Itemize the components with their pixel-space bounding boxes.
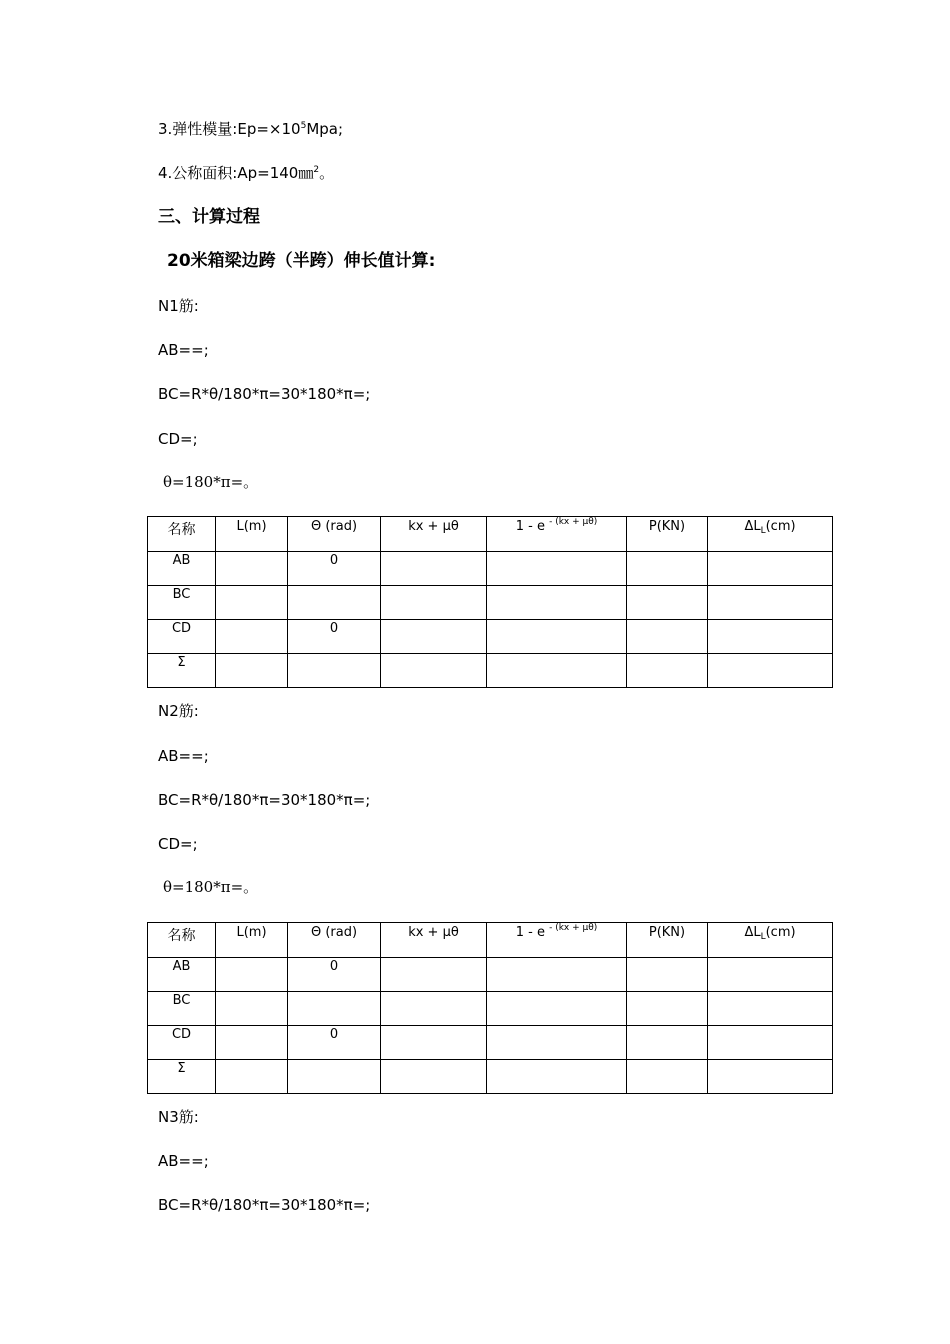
table-row: BC [148,586,833,620]
modulus-line: 3.弹性模量$:Ep=\times 10^5Mpa$; [158,120,344,138]
header-name: 名称 [148,923,216,958]
n3-title: N3筋: [158,1108,199,1126]
header-dl: $\Delta L_L(cm)$ [708,923,833,958]
header-theta: Θ (rad) [288,923,381,958]
n2-bc: BC=R*θ/180*π=30*180*π=; [158,791,371,809]
n1-cd: CD=; [158,430,198,448]
table-header-row [148,517,833,552]
table-header-row [148,923,833,958]
table-row: CD 0 [148,620,833,654]
area-line: 4.公称面积:Ap=140㎜$^2$。 [158,164,335,182]
n2-cd: CD=; [158,835,198,853]
n2-table [147,922,833,1094]
table-row: AB 0 [148,958,833,992]
table-row: Σ [148,1060,833,1094]
n1-title: N1筋: [158,297,199,315]
n3-ab: AB==; [158,1152,209,1170]
header-length: L(m) [216,517,288,552]
table-row: BC [148,992,833,1026]
n2-theta: θ=180*π=。 [163,878,259,896]
header-p: P(KN) [627,517,708,552]
table-row: CD 0 [148,1026,833,1060]
n2-title: N2筋: [158,702,199,720]
n1-ab: AB==; [158,341,209,359]
section-heading: 三、计算过程 [158,207,260,227]
header-dl: $\Delta L_L(cm)$ [708,517,833,552]
n1-table [147,516,833,688]
header-one-minus-e: 1 - e $^{- (kx + \mu\theta)}$ [487,517,627,552]
n1-bc: BC=R*θ/180*π=30*180*π=; [158,385,371,403]
header-length: L(m) [216,923,288,958]
header-kx: kx + μθ [381,923,487,958]
subsection-heading: 20米箱梁边跨（半跨）伸长值计算: [167,251,436,271]
header-theta: Θ (rad) [288,517,381,552]
n3-bc: BC=R*θ/180*π=30*180*π=; [158,1196,371,1214]
table-row: Σ [148,654,833,688]
header-p: P(KN) [627,923,708,958]
table-row: AB 0 [148,552,833,586]
header-kx: kx + μθ [381,517,487,552]
header-one-minus-e: 1 - e $^{- (kx + \mu\theta)}$ [487,923,627,958]
header-name: 名称 [148,517,216,552]
n1-theta: θ=180*π=。 [163,473,259,491]
n2-ab: AB==; [158,747,209,765]
